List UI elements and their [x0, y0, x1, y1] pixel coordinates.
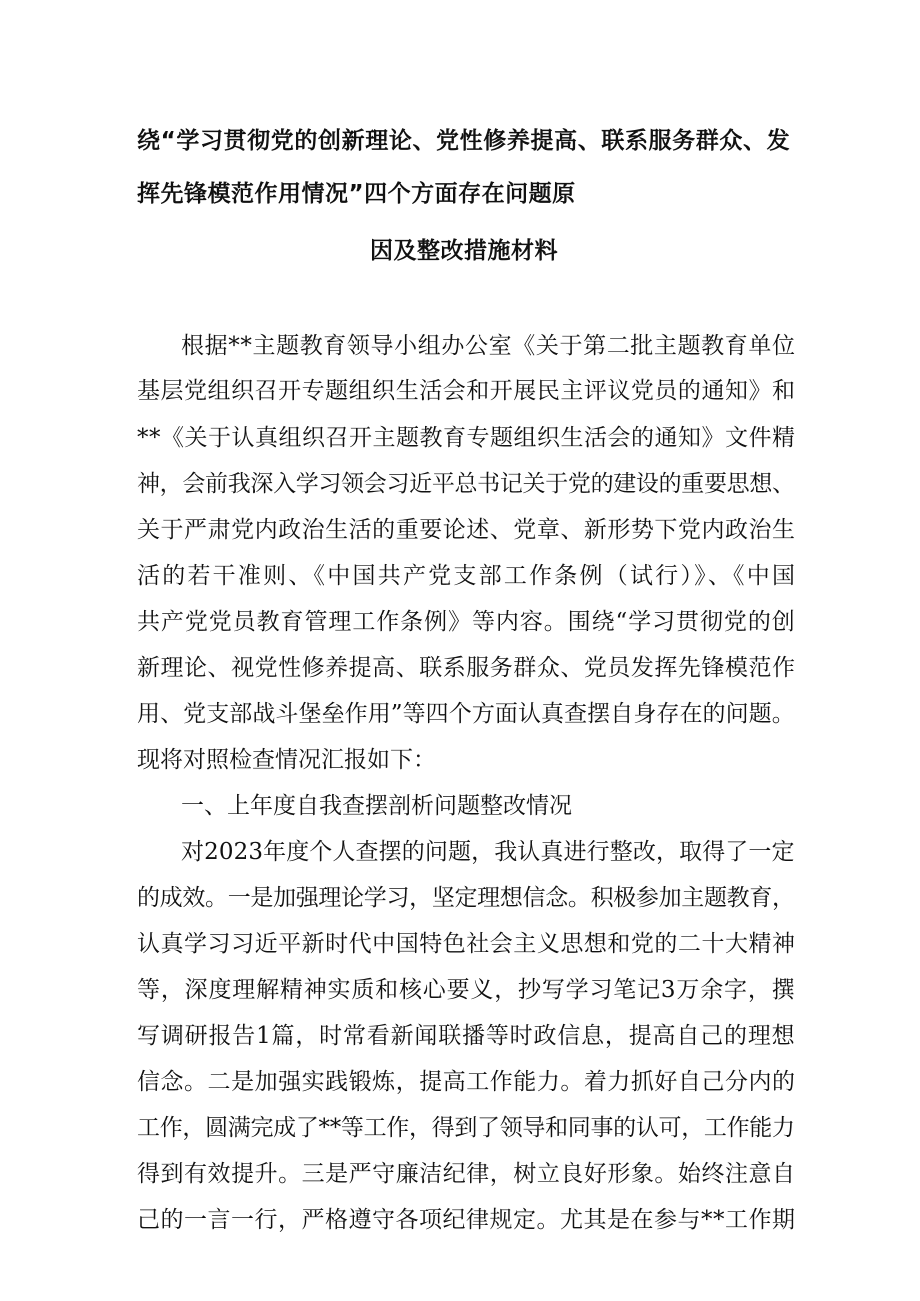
body-text-line: 信念。二是加强实践锻炼，提高工作能力。着力抓好自己分内的 — [137, 1069, 796, 1095]
body-text-line: 用、党支部战斗堡垒作用”等四个方面认真查摆自身存在的问题。 — [137, 701, 795, 727]
body-text-line: 根据**主题教育领导小组办公室《关于第二批主题教育单位 — [181, 333, 796, 359]
document-title-line-2: 挥先锋模范作用情况”四个方面存在问题原 — [137, 181, 576, 207]
body-text-line: **《关于认真组织召开主题教育专题组织生活会的通知》文件精 — [137, 425, 796, 451]
document-title-line-3: 因及整改措施材料 — [370, 238, 558, 264]
body-text-line: 的成效。一是加强理论学习，坚定理想信念。积极参加主题教育， — [137, 885, 795, 911]
body-text-line: 得到有效提升。三是严守廉洁纪律，树立良好形象。始终注意自 — [137, 1161, 796, 1187]
body-text-line: 己的一言一行，严格遵守各项纪律规定。尤其是在参与**工作期 — [137, 1207, 796, 1233]
body-text-line: 写调研报告1篇，时常看新闻联播等时政信息，提高自己的理想 — [137, 1023, 796, 1049]
body-text-line: 神，会前我深入学习领会习近平总书记关于党的建设的重要思想、 — [137, 471, 795, 497]
body-text-line: 共产党党员教育管理工作条例》等内容。围绕“学习贯彻党的创 — [137, 609, 796, 635]
body-text-line: 基层党组织召开专题组织生活会和开展民主评议党员的通知》和 — [137, 378, 796, 404]
body-text-line: 关于严肃党内政治生活的重要论述、党章、新形势下党内政治生 — [137, 517, 796, 543]
document-title-line-1: 绕“学习贯彻党的创新理论、党性修养提高、联系服务群众、发 — [137, 128, 791, 154]
body-text-line: 等，深度理解精神实质和核心要义，抄写学习笔记3万余字，撰 — [137, 977, 796, 1003]
body-text-line: 对2023年度个人查摆的问题，我认真进行整改，取得了一定 — [181, 839, 795, 865]
body-text-line: 一、上年度自我查摆剖析问题整改情况 — [181, 793, 572, 819]
body-text-line: 活的若干准则、《中国共产党支部工作条例（试行）》、《中国 — [137, 563, 798, 589]
body-text-line: 新理论、视党性修养提高、联系服务群众、党员发挥先锋模范作 — [137, 655, 796, 681]
body-text-line: 工作，圆满完成了**等工作，得到了领导和同事的认可，工作能力 — [137, 1115, 795, 1141]
body-text-line: 认真学习习近平新时代中国特色社会主义思想和党的二十大精神 — [137, 931, 796, 957]
body-text-line: 现将对照检查情况汇报如下： — [137, 747, 436, 773]
